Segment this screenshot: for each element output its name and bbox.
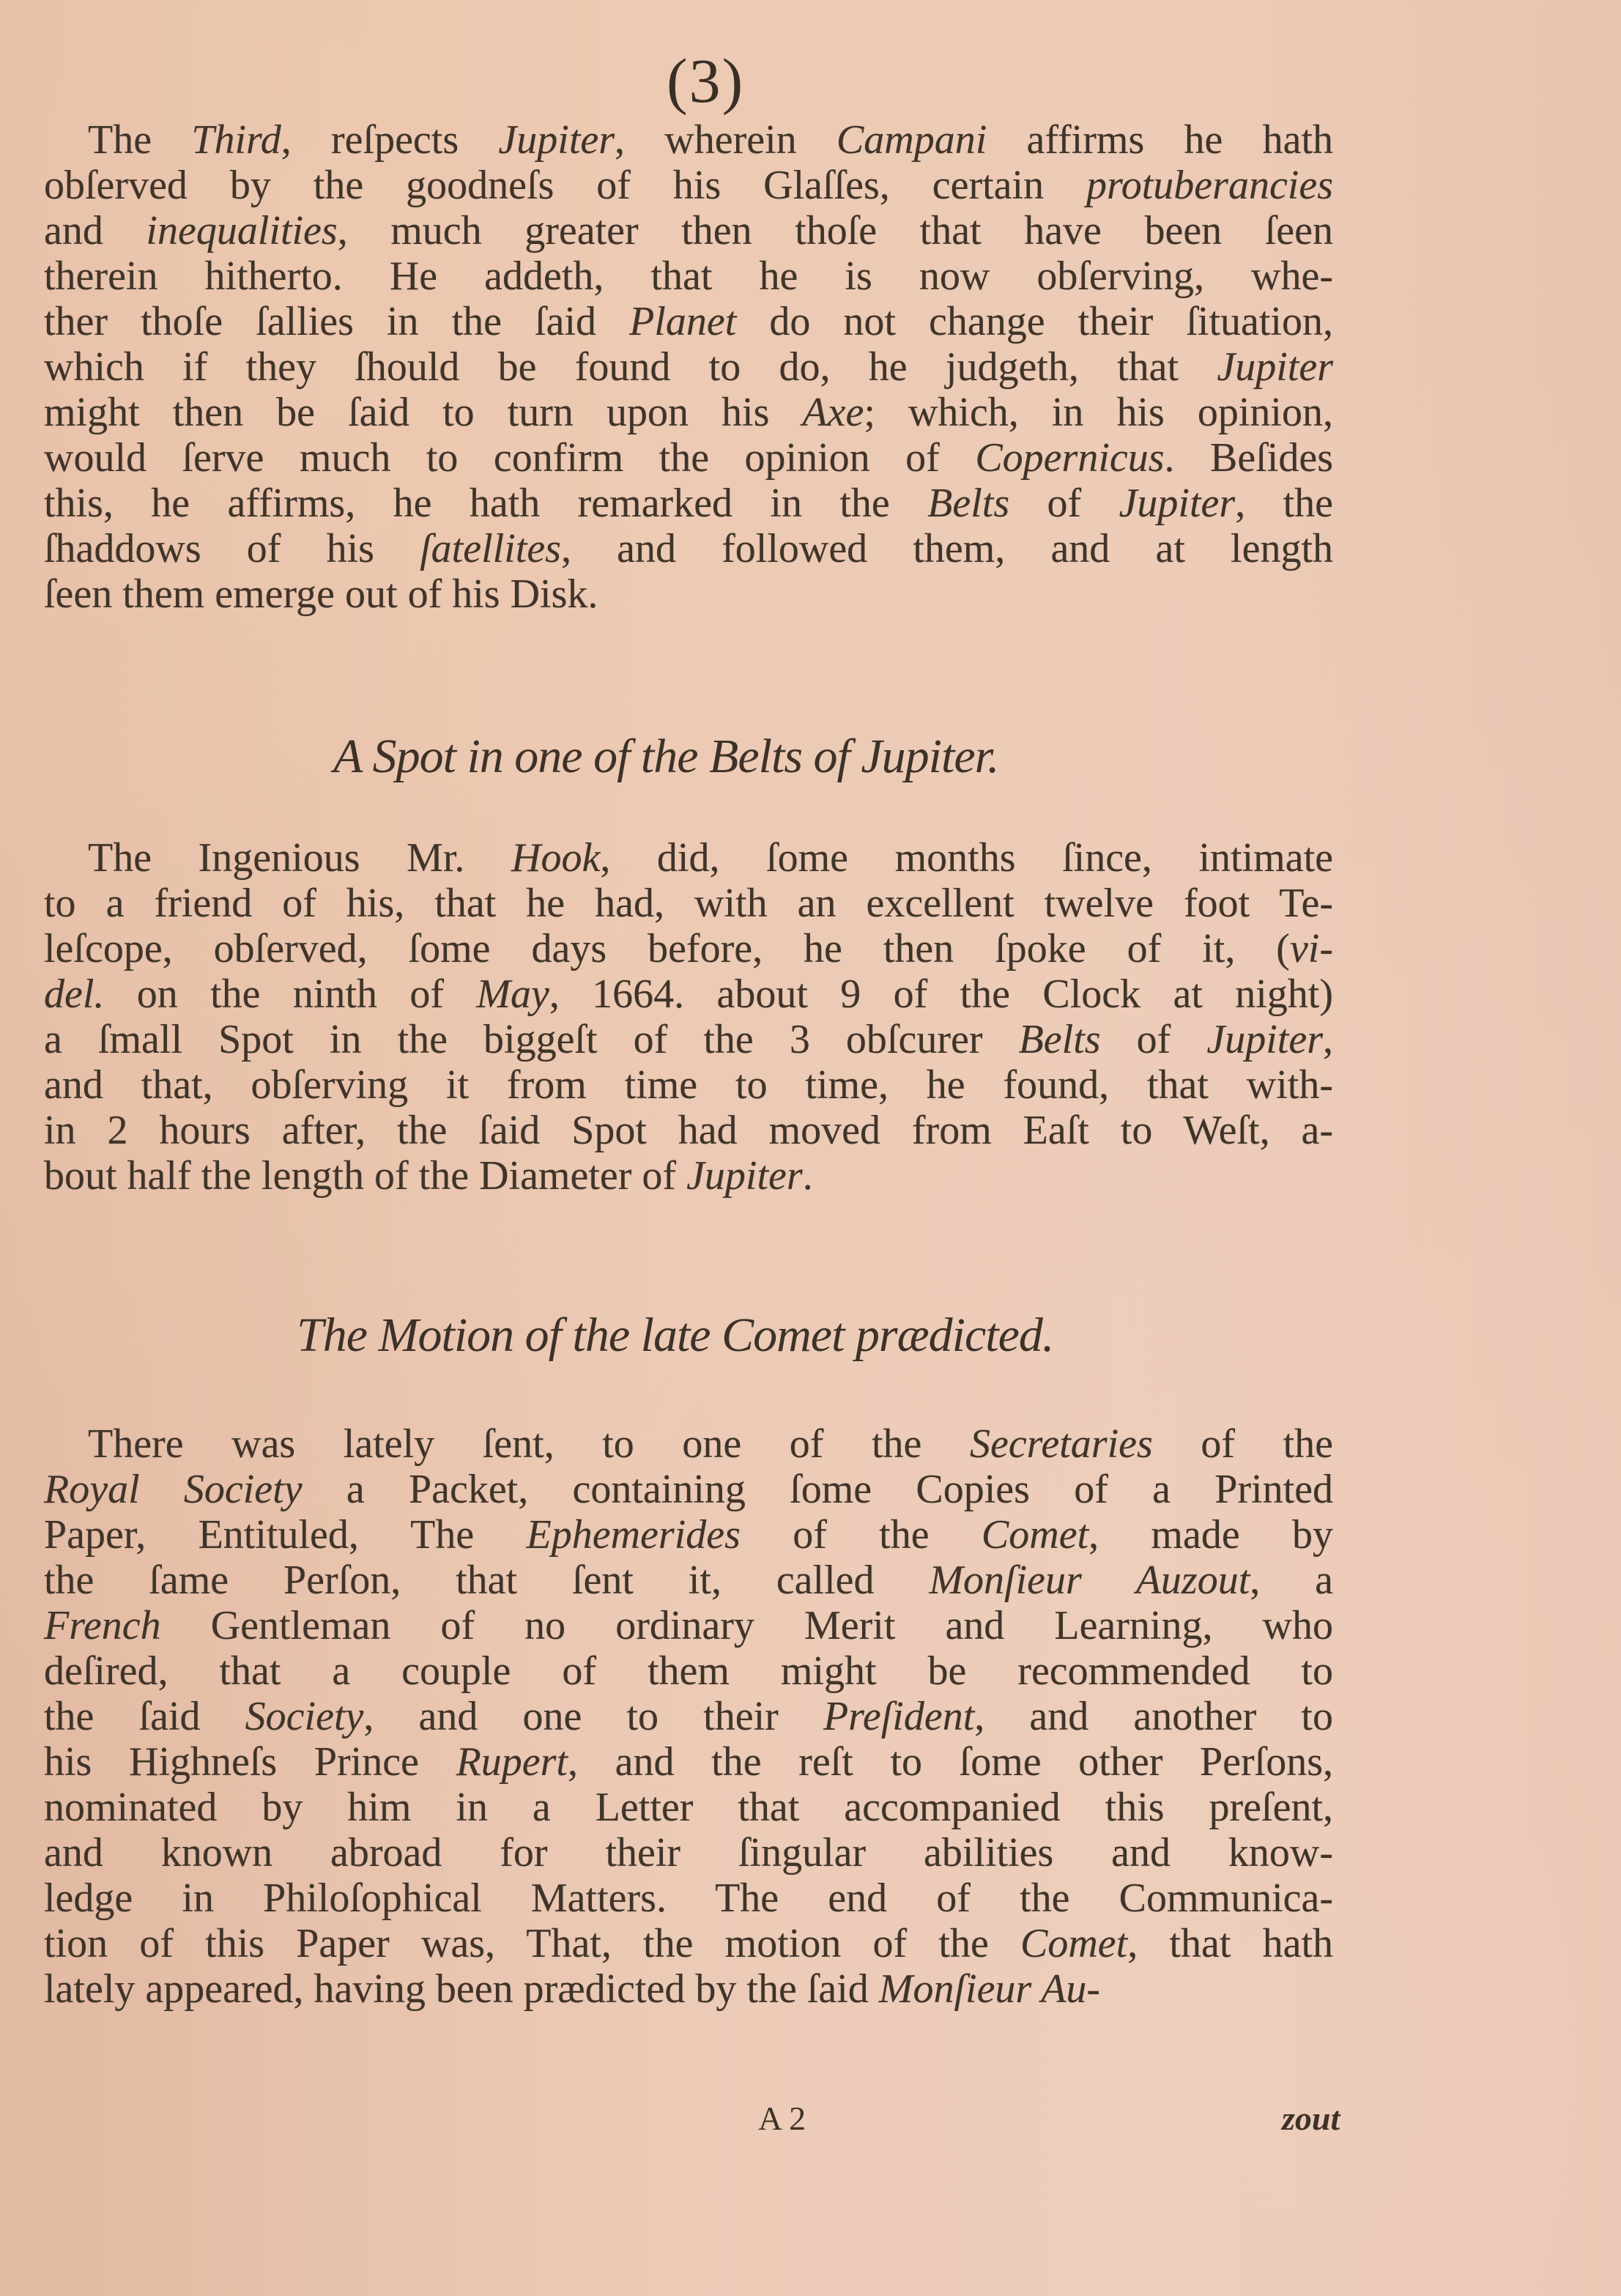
text-run: a Packet, containing ſome Copies of a Printed — [302, 1467, 1334, 1512]
text-line — [44, 208, 1333, 253]
text-run: of — [1009, 481, 1119, 526]
text-line — [44, 1921, 1333, 1966]
italic-text: Preſident — [823, 1694, 975, 1739]
text-run: and that, obſerving it from time to time, he found, that with- — [44, 1062, 1333, 1108]
text-line — [44, 835, 1333, 881]
text-run: , reſpects — [281, 117, 499, 163]
text-line — [44, 253, 1333, 299]
italic-text: Monſieur Au- — [878, 1966, 1101, 2012]
text-line — [44, 1694, 1333, 1739]
text-line — [44, 526, 1333, 571]
text-run: The Ingenious Mr. — [88, 835, 512, 881]
text-run: , did, ſome months ſince, intimate — [600, 835, 1333, 881]
signature-mark: A 2 — [758, 2100, 806, 2137]
italic-text: Campani — [836, 117, 987, 163]
section-comet-predicted — [44, 1421, 1333, 2012]
text-run: There was lately ſent, to one of the — [88, 1421, 970, 1467]
italic-text: Hook — [511, 835, 601, 881]
text-run: do not change their ſituation, — [736, 299, 1333, 344]
text-line — [44, 1830, 1333, 1875]
italic-text: inequalities — [146, 208, 338, 253]
italic-text: May — [476, 971, 549, 1017]
text-run: affirms he hath — [987, 117, 1334, 163]
text-run: ſeen them emerge out of his Disk. — [44, 571, 598, 617]
text-run: a ſmall Spot in the biggeſt of the 3 obſcurer — [44, 1017, 1019, 1062]
text-line — [44, 1966, 1333, 2012]
text-run: , made by — [1088, 1512, 1334, 1558]
italic-text: ſatellites — [420, 526, 561, 571]
text-run: of — [1100, 1017, 1207, 1062]
text-line — [44, 390, 1333, 435]
italic-text: Society — [245, 1694, 364, 1739]
text-line — [44, 1062, 1333, 1108]
italic-text: del. — [44, 971, 105, 1017]
text-line — [44, 435, 1333, 481]
catchword: zout — [1282, 2100, 1340, 2137]
text-run: , a — [1250, 1558, 1334, 1603]
text-line — [44, 1512, 1333, 1558]
text-run: The — [88, 117, 192, 163]
text-line — [44, 1467, 1333, 1512]
text-line — [44, 1648, 1333, 1694]
page-number: (3) — [667, 45, 745, 116]
text-run: and known abroad for their ſingular abilities and know- — [44, 1830, 1333, 1875]
text-run: the ſame Perſon, that ſent it, called — [44, 1558, 930, 1603]
text-run: this, he affirms, he hath remarked in the — [44, 481, 928, 526]
text-line — [44, 481, 1333, 526]
text-line — [44, 1603, 1333, 1648]
italic-text: Copernicus — [975, 435, 1165, 481]
section-heading-spot: A Spot in one of the Belts of Jupiter. — [333, 730, 999, 783]
text-line — [44, 1875, 1333, 1921]
text-line — [44, 1153, 1333, 1199]
text-line — [44, 571, 1333, 617]
italic-text: Belts — [927, 481, 1010, 526]
section-campani-jupiter — [44, 117, 1333, 617]
text-line — [44, 926, 1333, 971]
text-run: , that hath — [1127, 1921, 1333, 1966]
text-line — [44, 1739, 1333, 1785]
text-run: to a friend of his, that he had, with an excellent twelve foot Te- — [44, 881, 1333, 926]
text-run: nominated by him in a Letter that accompanied this preſent, — [44, 1785, 1333, 1830]
italic-text: Axe — [802, 390, 864, 435]
text-run: Paper, Entituled, The — [44, 1512, 527, 1558]
italic-text: Jupiter — [1217, 344, 1333, 390]
italic-text: Third — [191, 117, 281, 163]
text-line — [44, 117, 1333, 163]
text-run: Gentleman of no ordinary Merit and Learning, who — [160, 1603, 1333, 1648]
text-run: , 1664. about 9 of the Clock at night) — [549, 971, 1334, 1017]
text-run: , and another to — [974, 1694, 1333, 1739]
text-run: would ſerve much to confirm the opinion of — [44, 435, 976, 481]
italic-text: Secretaries — [969, 1421, 1153, 1467]
text-run: , — [1323, 1017, 1333, 1062]
text-line — [44, 1558, 1333, 1603]
section-heading-comet: The Motion of the late Comet prædicted. — [297, 1308, 1054, 1362]
text-run: , wherein — [615, 117, 837, 163]
text-run: leſcope, obſerved, ſome days before, he then ſpoke of it, ( — [44, 926, 1290, 971]
italic-text: Belts — [1018, 1017, 1101, 1062]
text-run: and — [44, 208, 146, 253]
text-line — [44, 344, 1333, 390]
text-run: his Highneſs Prince — [44, 1739, 456, 1785]
italic-text: Monſieur Auzout — [929, 1558, 1250, 1603]
text-run: ther thoſe ſallies in the ſaid — [44, 299, 630, 344]
paragraph-campani — [44, 117, 1333, 617]
section-spot-in-belts — [44, 835, 1333, 1199]
text-run: lately appeared, having been prædicted by the ſaid — [44, 1966, 879, 2012]
text-run: of the — [1152, 1421, 1333, 1467]
text-run: ſhaddows of his — [44, 526, 420, 571]
text-line — [44, 1017, 1333, 1062]
italic-text: vi- — [1289, 926, 1333, 971]
text-run: , and followed them, and at length — [560, 526, 1333, 571]
text-line — [44, 1421, 1333, 1467]
text-run: , the — [1235, 481, 1333, 526]
text-run: the ſaid — [44, 1694, 245, 1739]
text-run: , and one to their — [363, 1694, 823, 1739]
text-run: ledge in Philoſophical Matters. The end of the Communica- — [44, 1875, 1333, 1921]
italic-text: Rupert — [456, 1739, 568, 1785]
italic-text: Jupiter — [686, 1153, 803, 1199]
text-line — [44, 1785, 1333, 1830]
text-run: which if they ſhould be found to do, he judgeth, that — [44, 344, 1217, 390]
italic-text: Ephemerides — [526, 1512, 741, 1558]
text-run: of the — [740, 1512, 982, 1558]
text-run: therein hitherto. He addeth, that he is now obſerving, whe- — [44, 253, 1333, 299]
text-run: might then be ſaid to turn upon his — [44, 390, 803, 435]
italic-text: French — [44, 1603, 161, 1648]
text-run: in 2 hours after, the ſaid Spot had moved from Eaſt to Weſt, a- — [44, 1108, 1333, 1153]
text-run: . Beſides — [1164, 435, 1333, 481]
text-run: . — [802, 1153, 813, 1199]
text-run: ; which, in his opinion, — [864, 390, 1333, 435]
text-run: , much greater then thoſe that have been ſeen — [337, 208, 1333, 253]
text-line — [44, 163, 1333, 208]
text-run: deſired, that a couple of them might be recommended to — [44, 1648, 1333, 1694]
italic-text: Planet — [629, 299, 737, 344]
italic-text: Jupiter — [1119, 481, 1236, 526]
italic-text: Jupiter — [1206, 1017, 1323, 1062]
paragraph-hook — [44, 835, 1333, 1199]
text-line — [44, 299, 1333, 344]
text-line — [44, 881, 1333, 926]
text-line — [44, 1108, 1333, 1153]
paragraph-auzout — [44, 1421, 1333, 2012]
text-run: bout half the length of the Diameter of — [44, 1153, 687, 1199]
italic-text: Jupiter — [498, 117, 615, 163]
text-run: obſerved by the goodneſs of his Glaſſes, certain — [44, 163, 1087, 208]
italic-text: Comet — [1020, 1921, 1128, 1966]
text-run: tion of this Paper was, That, the motion of the — [44, 1921, 1020, 1966]
italic-text: Comet — [981, 1512, 1089, 1558]
italic-text: Royal Society — [44, 1467, 303, 1512]
text-run: , and the reſt to ſome other Perſons, — [567, 1739, 1333, 1785]
text-run: on the ninth of — [104, 971, 477, 1017]
italic-text: protuberancies — [1086, 163, 1333, 208]
text-line — [44, 971, 1333, 1017]
